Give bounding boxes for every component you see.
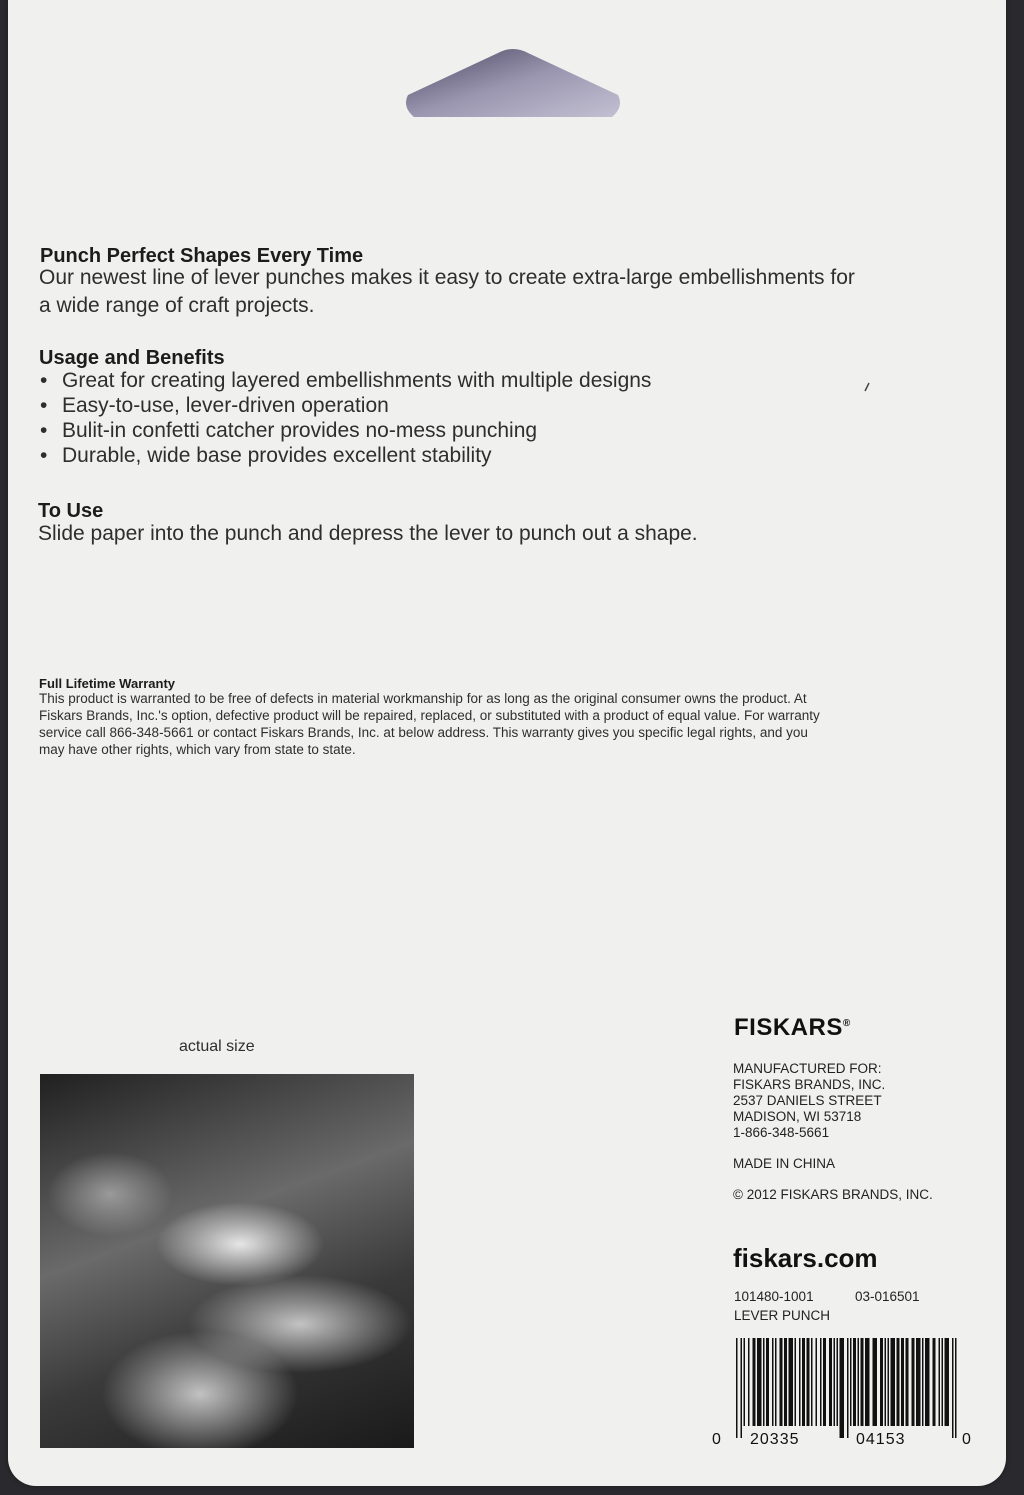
- barcode-bar: [784, 1338, 787, 1426]
- barcode-bar: [823, 1338, 826, 1426]
- barcode-bar: [853, 1338, 856, 1426]
- warranty-line: This product is warranted to be free of defects in material workmanship for as long as the original consumer owns the product. At: [39, 691, 807, 706]
- registered-mark: ®: [842, 1018, 851, 1029]
- warranty-line: may have other rights, which vary from state to state.: [39, 742, 356, 757]
- barcode-bar: [858, 1338, 860, 1426]
- benefits-list: [38, 368, 651, 468]
- barcode-bar: [933, 1338, 936, 1426]
- barcode-bar: [901, 1338, 904, 1426]
- warranty-title: Full Lifetime Warranty: [39, 676, 176, 691]
- hang-hole: [400, 47, 626, 119]
- benefits-heading: Usage and Benefits: [39, 347, 225, 369]
- barcode-bar: [939, 1338, 941, 1426]
- barcode-bar: [816, 1338, 818, 1426]
- address-line: MANUFACTURED FOR:: [733, 1061, 882, 1076]
- to-use-heading: To Use: [38, 500, 104, 522]
- barcode-bar: [807, 1338, 810, 1426]
- barcode-bar: [955, 1338, 957, 1438]
- barcode-bar: [744, 1338, 746, 1426]
- barcode-digits: 04153: [856, 1431, 906, 1448]
- barcode-bar: [772, 1338, 774, 1426]
- barcode-bar: [925, 1338, 930, 1426]
- barcode-bar: [922, 1338, 924, 1426]
- barcode-bar: [789, 1338, 794, 1426]
- intro-line-2: a wide range of craft projects.: [39, 294, 315, 317]
- barcode-bar: [820, 1338, 822, 1426]
- barcode-bar: [811, 1338, 813, 1426]
- warranty-line: service call 866-348-5661 or contact Fiskars Brands, Inc. at below address. This warranty gives you specific legal rights, and you: [39, 725, 808, 740]
- barcode-bar: [837, 1338, 839, 1426]
- barcode-digit: 0: [962, 1431, 972, 1448]
- barcode: [734, 1338, 958, 1438]
- list-item: • Great for creating layered embellishments with multiple designs: [38, 368, 651, 393]
- barcode-bar: [741, 1338, 743, 1438]
- warranty-line: Fiskars Brands, Inc.'s option, defective product will be repaired, replaced, or substituted with a product of equal value. For warranty: [39, 708, 820, 723]
- barcode-bar: [897, 1338, 900, 1426]
- barcode-bar: [840, 1338, 845, 1438]
- barcode-bar: [847, 1338, 849, 1438]
- barcode-bar: [736, 1338, 738, 1438]
- made-in-label: MADE IN CHINA: [733, 1156, 836, 1171]
- barcode-bar: [748, 1338, 750, 1426]
- barcode-bar: [799, 1338, 801, 1426]
- to-use-text: Slide paper into the punch and depress the lever to punch out a shape.: [38, 522, 698, 545]
- address-line: 2537 DANIELS STREET: [733, 1093, 882, 1108]
- barcode-digit: 0: [712, 1431, 722, 1448]
- barcode-bar: [865, 1338, 870, 1426]
- barcode-bar: [780, 1338, 783, 1426]
- barcode-bar: [888, 1338, 890, 1426]
- barcode-bar: [945, 1338, 950, 1426]
- barcode-bar: [952, 1338, 954, 1438]
- barcode-bar: [873, 1338, 878, 1426]
- barcode-bar: [802, 1338, 805, 1426]
- barcode-bar: [912, 1338, 915, 1426]
- manufacturer-address: [733, 1061, 885, 1141]
- intro-line-1: Our newest line of lever punches makes it easy to create extra-large embellishments for: [39, 266, 855, 289]
- barcode-bar: [763, 1338, 765, 1426]
- barcode-bar: [757, 1338, 762, 1426]
- barcode-bar: [850, 1338, 852, 1426]
- list-item: • Bulit-in confetti catcher provides no-mess punching: [38, 418, 651, 443]
- barcode-bar: [891, 1338, 896, 1426]
- speck-mark: [864, 382, 870, 392]
- barcode-bar: [834, 1338, 836, 1426]
- intro-heading: Punch Perfect Shapes Every Time: [40, 245, 364, 267]
- fiskars-logo: [734, 1014, 851, 1042]
- address-line: FISKARS BRANDS, INC.: [733, 1077, 886, 1092]
- barcode-bar: [753, 1338, 756, 1426]
- actual-size-photo: [40, 1074, 414, 1448]
- list-item: • Easy-to-use, lever-driven operation: [38, 393, 651, 418]
- barcode-bar: [906, 1338, 909, 1426]
- barcode-bar: [795, 1338, 797, 1426]
- barcode-bar: [916, 1338, 921, 1426]
- address-line: MADISON, WI 53718: [733, 1109, 862, 1124]
- barcode-bar: [829, 1338, 832, 1426]
- list-item: • Durable, wide base provides excellent stability: [38, 443, 651, 468]
- sku-number: 101480-1001: [734, 1289, 814, 1304]
- barcode-digits: 20335: [750, 1431, 800, 1448]
- logo-text: FISKARS: [734, 1014, 843, 1041]
- actual-size-label: actual size: [179, 1038, 255, 1055]
- sku-number: 03-016501: [855, 1289, 920, 1304]
- barcode-bar: [861, 1338, 864, 1426]
- address-line: 1-866-348-5661: [733, 1125, 830, 1140]
- copyright-text: © 2012 FISKARS BRANDS, INC.: [733, 1187, 933, 1202]
- warranty-text: [39, 690, 969, 758]
- barcode-bar: [775, 1338, 777, 1426]
- website-link[interactable]: fiskars.com: [733, 1243, 878, 1273]
- barcode-bar: [880, 1338, 883, 1426]
- packaging-card: [8, 0, 1006, 1486]
- barcode-bar: [766, 1338, 769, 1426]
- barcode-bar: [885, 1338, 887, 1426]
- product-name: LEVER PUNCH: [734, 1308, 831, 1323]
- barcode-bar: [942, 1338, 944, 1426]
